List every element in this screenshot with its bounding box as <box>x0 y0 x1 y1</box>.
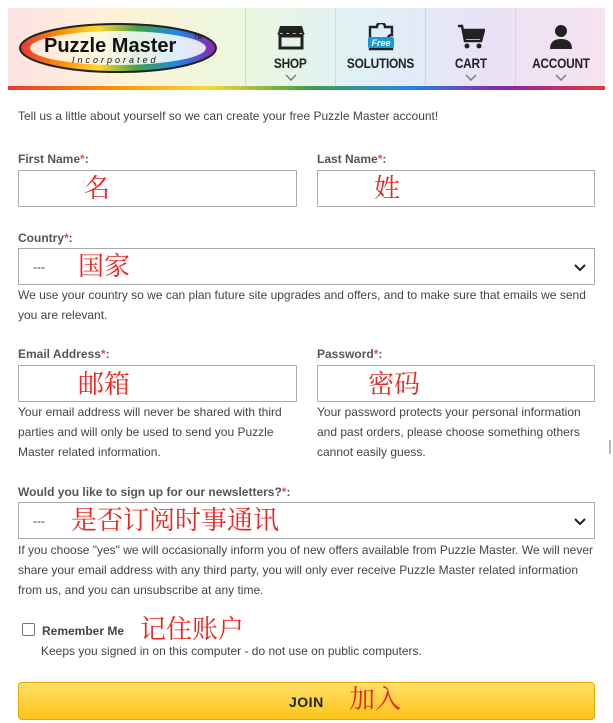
last-name-input[interactable] <box>317 170 595 207</box>
first-name-label: First Name*: <box>18 152 89 166</box>
country-label: Country*: <box>18 231 73 245</box>
svg-text:Incorporated: Incorporated <box>72 55 159 65</box>
newsletter-help: If you choose "yes" we will occasionally inform you of new offers available from Puzzle Master. We will never share your email address with any third party, you will only ever receive Puzzle Master related information from us, and you can unsubscribe at any time. <box>18 543 593 597</box>
email-label: Email Address*: <box>18 347 110 361</box>
first-name-annotation: 名 <box>84 174 111 204</box>
chevron-down-icon <box>285 70 297 84</box>
nav-cart[interactable] <box>425 8 515 88</box>
join-button-label: JOIN <box>289 694 324 710</box>
newsletter-annotation: 是否订阅时事通讯 <box>71 506 280 536</box>
user-icon <box>548 23 574 51</box>
chevron-down-icon <box>574 262 586 276</box>
last-name-annotation: 姓 <box>374 174 401 204</box>
scrollbar-marker[interactable] <box>609 440 611 454</box>
chevron-down-icon <box>574 516 586 530</box>
remember-me-label[interactable]: Remember Me <box>42 624 125 638</box>
first-name-input[interactable] <box>18 170 297 207</box>
password-input[interactable] <box>317 365 595 402</box>
puzzle-piece-icon <box>366 23 396 51</box>
join-button[interactable] <box>18 682 595 720</box>
password-annotation: 密码 <box>368 370 421 400</box>
country-help: We use your country so we can plan future site upgrades and offers, and to make sure that emails we send you are relevant. <box>18 288 586 322</box>
nav-account-label: ACCOUNT <box>531 55 590 71</box>
shop-icon <box>277 23 305 51</box>
rainbow-divider <box>8 86 605 90</box>
email-annotation: 邮箱 <box>78 370 131 400</box>
country-annotation: 国家 <box>78 252 131 282</box>
password-label: Password*: <box>317 347 383 361</box>
nav-shop[interactable] <box>245 8 335 88</box>
email-input[interactable] <box>18 365 297 402</box>
site-header <box>8 8 605 88</box>
cart-icon <box>457 23 485 51</box>
svg-text:Puzzle Master: Puzzle Master <box>44 35 177 57</box>
newsletter-label: Would you like to sign up for our newsletters?*: <box>18 485 291 499</box>
nav-cart-label: CART <box>454 55 487 71</box>
chevron-down-icon <box>555 70 567 84</box>
newsletter-select-value: --- <box>33 514 45 528</box>
nav-shop-label: SHOP <box>274 55 307 71</box>
last-name-label: Last Name*: <box>317 152 387 166</box>
remember-me-help: Keeps you signed in on this computer - do not use on public computers. <box>41 644 422 658</box>
email-help: Your email address will never be shared with third parties and will only be used to send you Puzzle Master related information. <box>18 405 282 459</box>
svg-text:TM: TM <box>194 35 203 41</box>
chevron-down-icon <box>465 70 477 84</box>
nav-solutions[interactable] <box>335 8 425 88</box>
nav-solutions-label: SOLUTIONS <box>346 55 415 71</box>
password-help: Your password protects your personal information and past orders, please choose something others cannot easily guess. <box>317 405 581 459</box>
remember-me-annotation: 记住账户 <box>140 615 245 645</box>
nav-account[interactable] <box>515 8 605 88</box>
intro-text: Tell us a little about yourself so we can create your free Puzzle Master account! <box>18 109 439 123</box>
remember-me-checkbox[interactable] <box>22 623 35 636</box>
country-select-value: --- <box>33 260 45 274</box>
join-annotation: 加入 <box>349 685 402 715</box>
puzzle-master-logo[interactable] <box>18 21 218 73</box>
svg-text:Free: Free <box>370 38 391 48</box>
